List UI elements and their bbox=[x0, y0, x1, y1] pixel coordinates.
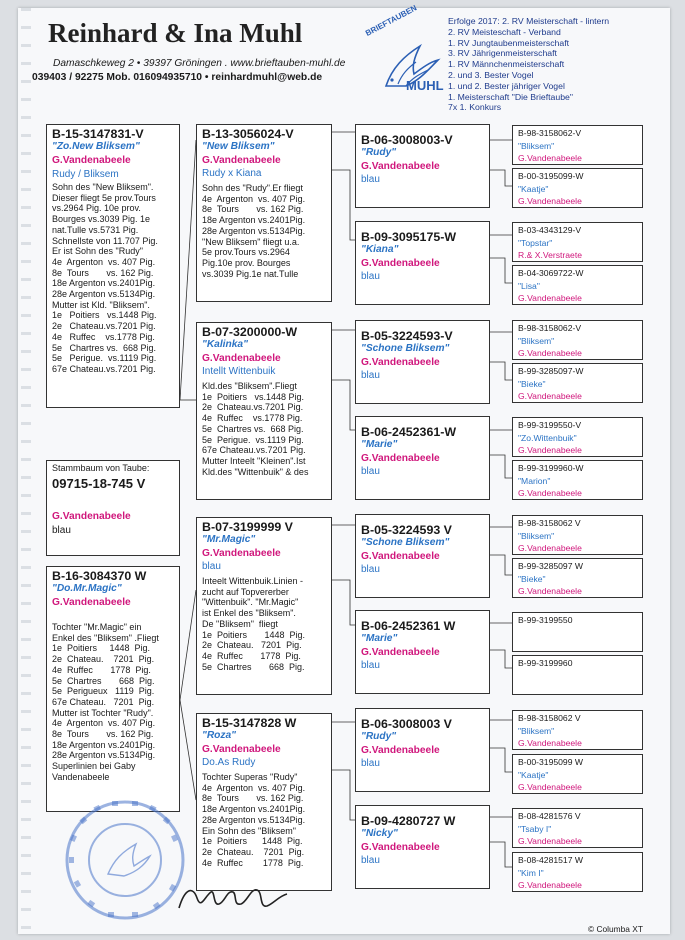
grandparent-description: Sohn des "Rudy".Er fliegt 4e Argenton vs. 407 Pig. 8e Tours vs. 162 Pig. 18e Argenton vs.2401Pig. 28e Argenton vs.5134Pig. "New Bliksem" fliegt u.a. 5e prov.Tours vs.2964 Pig.10e prov. Bourges vs.3039 Pig.1e nat.Tulle bbox=[202, 183, 306, 279]
great-grandparent-name: "Rudy" bbox=[361, 731, 397, 742]
grandparent-card[interactable] bbox=[196, 322, 332, 500]
great-grandparent-breeder: G.Vandenabeele bbox=[361, 647, 440, 658]
logo-top-text: BRIEFTAUBEN bbox=[364, 3, 419, 38]
great-grandparent-breeder: G.Vandenabeele bbox=[361, 745, 440, 756]
grandparent-card[interactable] bbox=[196, 124, 332, 302]
ancestor-name: "Bliksem" bbox=[518, 336, 555, 346]
grandparent-description: Inteelt Wittenbuik.Linien - zucht auf Topvererber "Wittenbuik". "Mr.Magic" ist Enkel des "Bliksem". De "Bliksem" fliegt 1e Poitiers 1448 Pig. 2e Chateau. 7201 Pig. 4e Ruffec 1778 Pig. 5e Chartres 668 Pig. bbox=[202, 576, 306, 672]
success-line: 1. und 2. Bester jähriger Vogel bbox=[448, 80, 565, 91]
ancestor-card[interactable] bbox=[512, 655, 643, 695]
handwritten-signature bbox=[175, 878, 295, 918]
great-grandparent-card[interactable] bbox=[355, 416, 490, 500]
great-grandparent-card[interactable] bbox=[355, 708, 490, 792]
great-grandparent-name: "Schone Bliksem" bbox=[361, 343, 450, 354]
ancestor-card[interactable] bbox=[512, 515, 643, 555]
ancestor-card[interactable] bbox=[512, 808, 643, 848]
success-line: 1. RV Jungtaubenmeisterschaft bbox=[448, 37, 570, 48]
grandparent-name: "New Bliksem" bbox=[202, 141, 275, 152]
great-grandparent-color: blau bbox=[361, 271, 380, 282]
ancestor-breeder: G.Vandenabeele bbox=[518, 782, 582, 792]
great-grandparent-ring-number: B-05-3224593 V bbox=[361, 523, 452, 537]
ancestor-card[interactable] bbox=[512, 754, 643, 794]
mother-card[interactable] bbox=[46, 566, 180, 812]
ancestor-name: "Kim I" bbox=[518, 868, 544, 878]
grandparent-description: Kld.des "Bliksem".Fliegt 1e Poitiers vs.1448 Pig. 2e Chateau.vs.7201 Pig. 4e Ruffec vs.1778 Pig. 5e Chartres vs. 668 Pig. 5e Perigue. vs.1119 Pig. 67e Chateau.vs.7201 Pig. Mutter Inteelt "Kleinen".Ist Kld.des "Wittenbuik" & des bbox=[202, 381, 309, 477]
great-grandparent-ring-number: B-06-2452361-W bbox=[361, 425, 457, 439]
great-grandparent-color: blau bbox=[361, 370, 380, 381]
success-line: Erfolge 2017: 2. RV Meisterschaft - lintern bbox=[448, 16, 610, 26]
ancestor-ring-number: B-00-3195099 W bbox=[518, 757, 583, 767]
ancestor-name: "Bieke" bbox=[518, 574, 546, 584]
ancestor-card[interactable] bbox=[512, 168, 643, 208]
ancestor-ring-number: B-99-3199960-W bbox=[518, 463, 584, 473]
ancestor-ring-number: B-98-3158062-V bbox=[518, 323, 582, 333]
great-grandparent-card[interactable] bbox=[355, 124, 490, 208]
signature-icon bbox=[175, 878, 295, 918]
success-line: 1. RV Männchenmeisterschaft bbox=[448, 59, 565, 70]
great-grandparent-color: blau bbox=[361, 660, 380, 671]
ancestor-ring-number: B-99-3285097 W bbox=[518, 561, 583, 571]
ancestor-breeder: G.Vandenabeele bbox=[518, 836, 582, 846]
great-grandparent-ring-number: B-06-3008003-V bbox=[361, 133, 453, 147]
grandparent-breeder: G.Vandenabeele bbox=[202, 353, 281, 364]
ancestor-card[interactable] bbox=[512, 710, 643, 750]
father-card[interactable] bbox=[46, 124, 180, 408]
great-grandparent-color: blau bbox=[361, 855, 380, 866]
logo-bottom-text: MUHL bbox=[406, 78, 444, 93]
sheet-protector-perforation bbox=[21, 8, 31, 934]
stamp-seal-icon bbox=[60, 790, 190, 926]
grandparent-breeder: G.Vandenabeele bbox=[202, 744, 281, 755]
subject-label: Stammbaum von Taube: bbox=[52, 463, 150, 473]
ancestor-ring-number: B-98-3158062-V bbox=[518, 128, 582, 138]
father-breeder: G.Vandenabeele bbox=[52, 155, 131, 166]
ancestor-name: "Zo.Wittenbuik" bbox=[518, 433, 577, 443]
grandparent-breeder: G.Vandenabeele bbox=[202, 155, 281, 166]
ancestor-card[interactable] bbox=[512, 558, 643, 598]
great-grandparent-name: "Rudy" bbox=[361, 147, 397, 158]
success-line: 2. RV Meisteschaft - Verband bbox=[448, 26, 561, 37]
great-grandparent-name: "Kiana" bbox=[361, 244, 399, 255]
great-grandparent-ring-number: B-05-3224593-V bbox=[361, 329, 453, 343]
great-grandparent-ring-number: B-09-4280727 W bbox=[361, 814, 456, 828]
success-line: 7x 1. Konkurs bbox=[448, 102, 502, 113]
great-grandparent-card[interactable] bbox=[355, 221, 490, 305]
software-credit: © Columba XT bbox=[587, 924, 643, 934]
mother-name: "Do.Mr.Magic" bbox=[52, 583, 122, 594]
success-line: 3. RV Jährigenmeisterschaft bbox=[448, 48, 557, 59]
ancestor-ring-number: B-99-3285097-W bbox=[518, 366, 584, 376]
great-grandparent-card[interactable] bbox=[355, 320, 490, 404]
ancestor-breeder: G.Vandenabeele bbox=[518, 586, 582, 596]
subject-card[interactable] bbox=[46, 460, 180, 556]
ancestor-ring-number: B-99-3199960 bbox=[518, 658, 573, 668]
great-grandparent-breeder: G.Vandenabeele bbox=[361, 258, 440, 269]
brieftauben-logo bbox=[358, 3, 450, 102]
ancestor-card[interactable] bbox=[512, 265, 643, 305]
grandparent-ring-number: B-07-3200000-W bbox=[202, 325, 298, 339]
mother-ring-number: B-16-3084370 W bbox=[52, 569, 147, 583]
ancestor-name: "Marion" bbox=[518, 476, 551, 486]
ancestor-card[interactable] bbox=[512, 125, 643, 165]
ancestor-breeder: G.Vandenabeele bbox=[518, 293, 582, 303]
ancestor-name: "Lisa" bbox=[518, 281, 540, 291]
breeder-address: Damaschkeweg 2 • 39397 Gröningen . www.brieftauben-muhl.de bbox=[53, 58, 346, 69]
ancestor-breeder: G.Vandenabeele bbox=[518, 391, 582, 401]
great-grandparent-card[interactable] bbox=[355, 610, 490, 694]
great-grandparent-color: blau bbox=[361, 564, 380, 575]
mother-breeder: G.Vandenabeele bbox=[52, 597, 131, 608]
ancestor-name: "Topstar" bbox=[518, 238, 553, 248]
ancestor-name: "Bliksem" bbox=[518, 141, 555, 151]
grandparent-lineage: Intellt Wittenbuik bbox=[202, 366, 276, 377]
great-grandparent-name: "Marie" bbox=[361, 439, 398, 450]
ancestor-card[interactable] bbox=[512, 612, 643, 652]
grandparent-ring-number: B-07-3199999 V bbox=[202, 520, 293, 534]
grandparent-description: Tochter Superas "Rudy" 4e Argenton vs. 407 Pig. 8e Tours vs. 162 Pig. 18e Argenton vs.2401Pig. 28e Argenton vs.5134Pig. Ein Sohn des "Bliksem" 1e Poitiers 1448 Pig. 2e Chateau. 7201 Pig. 4e Ruffec 1778 Pig. bbox=[202, 772, 306, 868]
subject-breeder: G.Vandenabeele bbox=[52, 511, 131, 522]
great-grandparent-name: "Nicky" bbox=[361, 828, 398, 839]
ancestor-ring-number: B-99-3199550 bbox=[518, 615, 573, 625]
ancestor-ring-number: B-03-4343129-V bbox=[518, 225, 582, 235]
ancestor-breeder: G.Vandenabeele bbox=[518, 543, 582, 553]
success-line: 1. Meisterschaft "Die Brieftaube" bbox=[448, 91, 573, 102]
ancestor-breeder: R.& X.Verstraete bbox=[518, 250, 583, 260]
ancestor-breeder: G.Vandenabeele bbox=[518, 153, 582, 163]
ancestor-card[interactable] bbox=[512, 363, 643, 403]
ancestor-card[interactable] bbox=[512, 852, 643, 892]
great-grandparent-ring-number: B-09-3095175-W bbox=[361, 230, 457, 244]
ancestor-name: "Tsaby I" bbox=[518, 824, 552, 834]
mother-description: Tochter "Mr.Magic" ein Enkel des "Bliksem" .Fliegt 1e Poitiers 1448 Pig. 2e Chateau. 7201 Pig. 4e Ruffec 1778 Pig. 5e Chartres 668 Pig. 5e Perigueux 1119 Pig. 67e Chateau. 7201 Pig. Mutter ist Tochter "Rudy". 4e Argenton vs. 407 Pig. 8e Tours vs. 162 Pig. 18e Argenton vs.2401Pig. 28e Argenton vs.5134Pig. Superlinien bei Gaby Vandenabeele bbox=[52, 622, 159, 782]
great-grandparent-breeder: G.Vandenabeele bbox=[361, 551, 440, 562]
great-grandparent-breeder: G.Vandenabeele bbox=[361, 842, 440, 853]
ancestor-ring-number: B-99-3199550-V bbox=[518, 420, 582, 430]
grandparent-card[interactable] bbox=[196, 517, 332, 695]
ancestor-ring-number: B-04-3069722-W bbox=[518, 268, 584, 278]
great-grandparent-breeder: G.Vandenabeele bbox=[361, 357, 440, 368]
ancestor-ring-number: B-98-3158062 V bbox=[518, 518, 581, 528]
grandparent-ring-number: B-13-3056024-V bbox=[202, 127, 294, 141]
ancestor-breeder: G.Vandenabeele bbox=[518, 880, 582, 890]
great-grandparent-breeder: G.Vandenabeele bbox=[361, 161, 440, 172]
grandparent-lineage: Do.As Rudy bbox=[202, 757, 256, 768]
subject-ring-number: 09715-18-745 V bbox=[52, 476, 146, 491]
father-description: Sohn des "New Bliksem". Dieser fliegt 5e prov.Tours vs.2964 Pig. 10e prov. Bourges vs.3039 Pig. 1e nat.Tulle vs.5731 Pig. Schnellste von 11.707 Pig. Er ist Sohn des "Rudy" 4e Argenton vs. 407 Pig. 8e Tours vs. 162 Pig. 18e Argenton vs.2401Pig. 28e Argenton vs.5134Pig. Mutter ist Kld. "Bliksem". 1e Poitiers vs.1448 Pig. 2e Chateau.vs.7201 Pig. 4e Ruffec vs.1778 Pig. 5e Chartres vs. 668 Pig. 5e Perigue. vs.1119 Pig. 67e Chateau.vs.7201 Pig. bbox=[52, 182, 158, 374]
great-grandparent-color: blau bbox=[361, 758, 380, 769]
great-grandparent-color: blau bbox=[361, 174, 380, 185]
grandparent-ring-number: B-15-3147828 W bbox=[202, 716, 297, 730]
ancestor-breeder: G.Vandenabeele bbox=[518, 738, 582, 748]
grandparent-card[interactable] bbox=[196, 713, 332, 891]
great-grandparent-ring-number: B-06-2452361 W bbox=[361, 619, 456, 633]
grandparent-name: "Mr.Magic" bbox=[202, 534, 256, 545]
ancestor-breeder: G.Vandenabeele bbox=[518, 348, 582, 358]
ancestor-card[interactable] bbox=[512, 417, 643, 457]
grandparent-breeder: G.Vandenabeele bbox=[202, 548, 281, 559]
great-grandparent-color: blau bbox=[361, 466, 380, 477]
ancestor-card[interactable] bbox=[512, 222, 643, 262]
grandparent-name: "Roza" bbox=[202, 730, 236, 741]
ancestor-name: "Bliksem" bbox=[518, 726, 555, 736]
ancestor-breeder: G.Vandenabeele bbox=[518, 445, 582, 455]
father-ring-number: B-15-3147831-V bbox=[52, 127, 144, 141]
great-grandparent-name: "Schone Bliksem" bbox=[361, 537, 450, 548]
ancestor-card[interactable] bbox=[512, 460, 643, 500]
ancestor-ring-number: B-08-4281517 W bbox=[518, 855, 583, 865]
great-grandparent-name: "Marie" bbox=[361, 633, 398, 644]
grandparent-lineage: Rudy x Kiana bbox=[202, 168, 262, 179]
club-stamp bbox=[60, 790, 190, 926]
great-grandparent-breeder: G.Vandenabeele bbox=[361, 453, 440, 464]
success-line: 2. und 3. Bester Vogel bbox=[448, 69, 534, 80]
subject-color: blau bbox=[52, 525, 71, 536]
ancestor-breeder: G.Vandenabeele bbox=[518, 488, 582, 498]
great-grandparent-card[interactable] bbox=[355, 805, 490, 889]
ancestor-ring-number: B-98-3158062 V bbox=[518, 713, 581, 723]
father-lineage: Rudy / Bliksem bbox=[52, 169, 119, 180]
ancestor-breeder: G.Vandenabeele bbox=[518, 196, 582, 206]
ancestor-name: "Kaatje" bbox=[518, 770, 549, 780]
breeder-contact: 039403 / 92275 Mob. 016094935710 • reinhardmuhl@web.de bbox=[32, 72, 323, 83]
great-grandparent-card[interactable] bbox=[355, 514, 490, 598]
great-grandparent-ring-number: B-06-3008003 V bbox=[361, 717, 452, 731]
breeder-title: Reinhard & Ina Muhl bbox=[48, 18, 303, 48]
ancestor-name: "Bliksem" bbox=[518, 531, 555, 541]
ancestor-name: "Kaatje" bbox=[518, 184, 549, 194]
ancestor-ring-number: B-00-3195099-W bbox=[518, 171, 584, 181]
ancestor-name: "Bieke" bbox=[518, 379, 546, 389]
grandparent-color: blau bbox=[202, 561, 221, 572]
grandparent-name: "Kalinka" bbox=[202, 339, 248, 350]
ancestor-ring-number: B-08-4281576 V bbox=[518, 811, 581, 821]
ancestor-card[interactable] bbox=[512, 320, 643, 360]
successes-list bbox=[448, 16, 609, 113]
father-name: "Zo.New Bliksem" bbox=[52, 141, 140, 152]
